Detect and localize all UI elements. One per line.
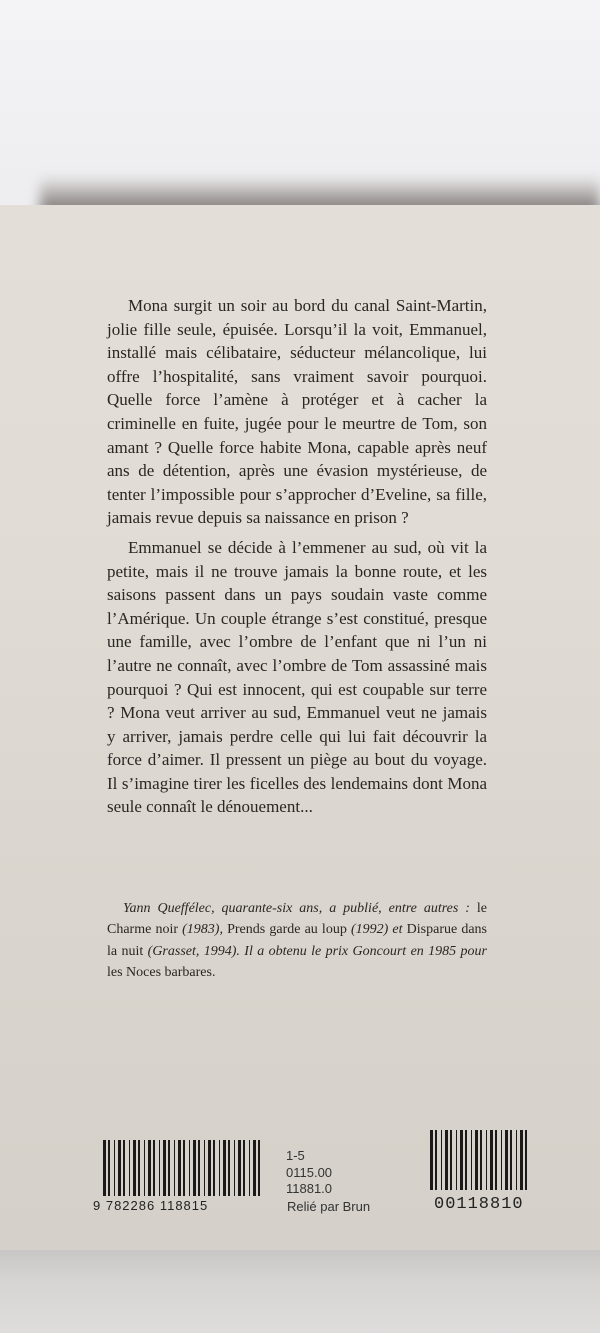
barcode-bar [441,1130,442,1190]
barcode-bar [249,1140,250,1196]
barcode-bar [213,1140,215,1196]
barcode-bar [193,1140,196,1196]
barcode-bar [114,1140,115,1196]
blurb-paragraph-1: Mona surgit un soir au bord du canal Saint-Martin, jolie fille seule, épuisée. Lorsqu’il la voit, Emmanuel, installé mais célibataire, séducteur mélancolique, lui offre l’hospitalité, sans vraiment savoir pourquoi. Quelle force l’amène à protéger et à cacher la criminelle en fuite, jugée pour le meurtre de Tom, son amant ? Quelle force habite Mona, capable après neuf ans de détention, après une évasion mystérieuse, de tenter l’impossible pour s’approcher d’Eveline, sa fille, jamais revue depuis sa naissance en prison ? [107,296,487,528]
back-cover-blurb [107,294,487,819]
barcode-bar [501,1130,502,1190]
isbn-barcode [103,1140,261,1196]
bio-title-1: le Charme noir [107,901,487,938]
bio-title-3: Disparue dans la nuit [107,922,487,959]
barcode-bar [475,1130,478,1190]
barcode-bar [430,1130,433,1190]
barcode-bar [510,1130,512,1190]
barcode-bar [208,1140,211,1196]
barcode-bar [234,1140,235,1196]
barcode-bar [183,1140,185,1196]
barcode-bar [144,1140,145,1196]
barcode-bar [148,1140,151,1196]
stock-number: 00118810 [434,1195,524,1214]
barcode-bar [258,1140,260,1196]
barcode-bar [471,1130,472,1190]
barcode-bar [174,1140,175,1196]
barcode-bar [204,1140,205,1196]
barcode-bar [486,1130,487,1190]
binder-label: Relié par Brun [287,1199,371,1214]
internal-codes [286,1148,332,1198]
stock-barcode [430,1130,530,1190]
code-line-2: 0115.00 [286,1164,333,1180]
barcode-bar [138,1140,140,1196]
isbn-digits: 9 782286 118815 [93,1198,209,1213]
barcode-bar [178,1140,181,1196]
barcode-bar [189,1140,190,1196]
author-bio [107,898,487,984]
barcode-bar [253,1140,256,1196]
barcode-bar [505,1130,508,1190]
code-line-3: 11881.0 [286,1181,333,1196]
barcode-bar [223,1140,226,1196]
bio-title-2: Prends garde au loup [227,922,351,938]
bio-title-4: les Noces barbares. [107,965,216,981]
barcode-bar [435,1130,437,1190]
barcode-bar [495,1130,497,1190]
barcode-bar [456,1130,457,1190]
barcode-bar [103,1140,106,1196]
barcode-bar [520,1130,523,1190]
bio-part-2: (1983), [182,922,228,938]
barcode-bar [480,1130,482,1190]
barcode-bar [163,1140,166,1196]
barcode-bar [490,1130,493,1190]
barcode-bar [238,1140,241,1196]
barcode-bar [450,1130,452,1190]
barcode-bar [243,1140,245,1196]
bio-part-3: (1992) et [350,922,407,938]
blurb-paragraph-2: Emmanuel se décide à l’emmener au sud, où vit la petite, mais il ne trouve jamais la bonne route, et les saisons passent dans un pays soudain vaste comme l’Amérique. Un couple étrange s’est constitué, presque une famille, avec l’ombre de l’enfant que ni l’un ni l’autre ne connaît, avec l’ombre de Tom assassiné mais pourquoi ? Qui est innocent, qui est coupable sur terre ? Mona veut arriver au sud, Emmanuel veut ne jamais y arriver, jamais perdre celle qui lui fait découvrir la force d’aimer. Il pressent un piège au bout du voyage. Il s’imagine tirer les ficelles des lendemains dont Mona seule connaît le dénouement... [107,537,487,817]
code-line-1: 1-5 [286,1148,305,1163]
barcode-bar [129,1140,130,1196]
barcode-bar [228,1140,230,1196]
bio-part-1: Yann Queffélec, quarante-six ans, a publié, entre autres : [123,901,477,916]
barcode-bar [516,1130,517,1190]
barcode-bar [153,1140,155,1196]
barcode-bar [198,1140,200,1196]
barcode-bar [445,1130,448,1190]
barcode-bar [168,1140,170,1196]
barcode-bar [460,1130,463,1190]
barcode-bar [118,1140,121,1196]
barcode-bar [465,1130,467,1190]
barcode-bar [133,1140,136,1196]
barcode-bar [159,1140,160,1196]
barcode-bar [525,1130,527,1190]
barcode-bar [123,1140,125,1196]
barcode-bar [108,1140,110,1196]
table-surface [0,1250,600,1333]
barcode-bar [219,1140,220,1196]
bio-part-4: (Grasset, 1994). Il a obtenu le prix Goncourt en 1985 pour [147,943,487,959]
